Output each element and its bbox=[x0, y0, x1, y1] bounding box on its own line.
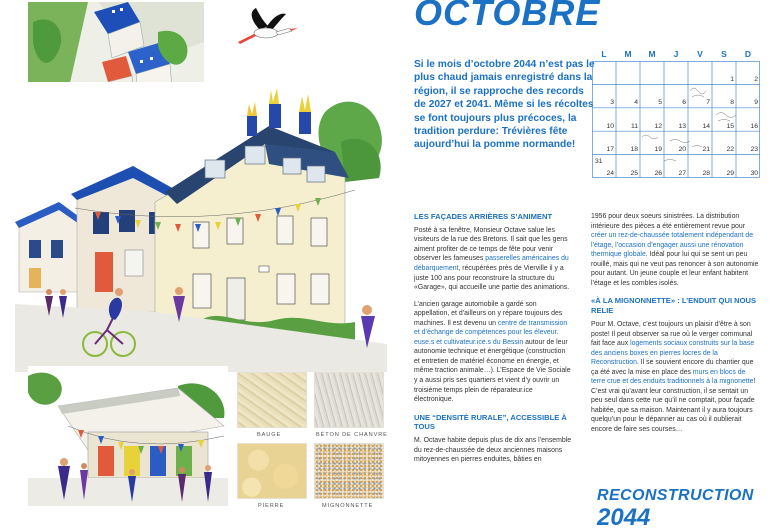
swatch-pierre bbox=[237, 443, 307, 499]
swatch-label-bauge: BAUGE bbox=[257, 432, 282, 438]
calendar-day-cell: 4 bbox=[634, 99, 638, 107]
footer-title: RECONSTRUCTION bbox=[597, 487, 754, 504]
calendar-day-cell: 30 bbox=[750, 169, 758, 177]
calendar-day-cell: 8 bbox=[730, 99, 734, 107]
calendar-day-cell: 29 bbox=[726, 169, 734, 177]
page-title: OCTOBRE bbox=[414, 0, 601, 33]
section-facades-paragraph-1: Posté à sa fenêtre, Monsieur Octave salue les visiteurs de la rue des Bretons. Il sait que les gens aiment profiter de ce temps de fête pour venir observer les fameuses passerelles américaines du débarquement, récupérées près de Vierville il y a juste 100 ans pour reconstruire la structure du «Garage», qui accueille une partie des animations. bbox=[414, 226, 570, 292]
calendar-day-cell bbox=[664, 75, 688, 77]
calendar-day-cell: 23 bbox=[750, 146, 758, 154]
calendar-day-cell bbox=[640, 75, 664, 77]
calendar-day-cell: 18 bbox=[630, 146, 638, 154]
calendar-day-cell: 11 bbox=[630, 122, 638, 130]
swatch-label-beton-chanvre: BÉTON DE CHANVRE bbox=[316, 432, 388, 438]
calendar-day-heading: V bbox=[697, 49, 703, 59]
calendar-day-heading: S bbox=[721, 49, 727, 59]
calendar-day-cell: 16 bbox=[750, 122, 758, 130]
calendar-day-cell bbox=[592, 75, 616, 77]
calendar-extra-day: 31 bbox=[595, 158, 603, 165]
stork-illustration bbox=[230, 6, 300, 50]
calendar-day-cell: 12 bbox=[654, 122, 662, 130]
calendar-day-cell: 14 bbox=[702, 122, 710, 130]
section-facades-paragraph-2: L’ancien garage automobile a gardé son appellation, et d’ailleurs on y répare toujours des machines. Il est devenu un centre de transmission et d’échange de compétences pour les éleveur. euse.s et cultivateur.ice.s du Bessin autour de leur autonomie technique et énergétique (construction et entretien de matériel économe en énergie, et même traction animale…). L’Espace de Vie Sociale y a aussi pris ses quartiers et vient d’y ouvrir un troisième temps plein de réparateur.ice électronique. bbox=[414, 300, 571, 404]
festival-scene-illustration bbox=[28, 366, 228, 506]
link-rez-de-chaussee[interactable]: créer un rez-de-chaussée totalement indépendant de l’étage, l’occasion d’engager aussi une rénovation thermique globale bbox=[591, 232, 754, 259]
section-title-mignonnette: «À LA MIGNONNETTE» : L’ENDUIT QUI NOUS RELIE bbox=[591, 296, 757, 316]
section-densite-paragraph-continued: 1956 pour deux soeurs sinistrées. La distribution intérieure des pièces a été entièrement revue pour créer un rez-de-chaussée totalement indépendant de l’étage, l’occasion d’engager aussi une rénovation thermique globale. Idéal pour lui qui se sent un peu rouillé, mais qui ne veut pas renoncer à son autonomie pour autant. Un jeune couple et leur enfant habitent l’étage et les combles isolés. bbox=[591, 213, 759, 287]
street-scene-illustration bbox=[15, 82, 387, 372]
section-mignonnette-paragraph-1: Pour M. Octave, c’est toujours un plaisir d’être à son poste! Il peut observer sa rue où le verger communal fait face aux logements sociaux construits sur la base des anciens boxes en pierres locres de la Reconstruction. Il se souvient encore du chantier que ça été avec la mise en place des murs en blocs de terre crue et des enduits traditionnels à la mignonette! C’est vrai qu’avant leur construction, il se sentait un peu seul dans cette rue qu’il ne comptait, pour façade habitée, que sa maison. Maintenant il y aura toujours quelqu’un pour le dépanner au cas où il oublierait encore de faire ses courses… bbox=[591, 320, 756, 433]
calendar-day-cell: 27 bbox=[678, 169, 686, 177]
calendar-day-cell: 28 bbox=[702, 169, 710, 177]
calendar-day-cell: 5 bbox=[658, 99, 662, 107]
link-passerelles[interactable]: passerelles américaines du débarquement bbox=[414, 255, 569, 272]
calendar-day-cell: 17 bbox=[606, 146, 614, 154]
calendar-day-cell: 25 bbox=[630, 169, 638, 177]
calendar-day-cell: 2 bbox=[754, 76, 758, 83]
calendar-day-cell: 15 bbox=[726, 122, 734, 130]
link-murs-terre-crue[interactable]: murs en blocs de terre crue et des enduits traditionnels à la mignonette bbox=[591, 368, 754, 386]
calendar-day-cell: 24 bbox=[606, 169, 614, 177]
calendar-day-heading: M bbox=[624, 49, 632, 59]
article-column-right bbox=[591, 212, 759, 442]
calendar-day-cell: 21 bbox=[702, 146, 710, 154]
swatch-label-pierre: PIERRE bbox=[258, 503, 285, 509]
intro-paragraph: Si le mois d’octobre 2044 n’est pas le plus chaud jamais enregistré dans la région, il se rapproche des records de 2027 et 2041. Même si les récoltes se font toujours plus précoces, la tradition perdure: Trévières fête aujourd’hui la pomme normande! bbox=[414, 59, 595, 151]
calendar-day-cell: 20 bbox=[678, 146, 686, 154]
calendar-day-cell: 13 bbox=[678, 122, 686, 130]
link-logements-sociaux[interactable]: logements sociaux construits sur la base des anciens boxes en pierres locres de la Reconstruction bbox=[591, 340, 755, 367]
section-densite-paragraph-1: M. Octave habite depuis plus de dix ans l’ensemble du rez-de-chaussée de deux anciennes maisons mitoyennes en pierres enduites, bâties en bbox=[414, 437, 572, 464]
calendar-day-heading: L bbox=[601, 49, 607, 59]
calendar-day-cell: 10 bbox=[606, 122, 614, 130]
calendar-day-cell: 9 bbox=[754, 99, 758, 107]
text-page bbox=[392, 0, 775, 531]
swatch-label-mignonnette: MIGNONNETTE bbox=[322, 503, 374, 509]
calendar-day-cell bbox=[616, 75, 640, 77]
section-title-facades: LES FAÇADES ARRIÈRES S’ANIMENT bbox=[414, 212, 553, 221]
calendar-day-cell: 26 bbox=[654, 169, 662, 177]
calendar-day-heading: J bbox=[673, 49, 679, 59]
illustration-page bbox=[0, 0, 392, 515]
link-centre-transmission[interactable]: centre de transmission et d’échange de compétences pour les éleveur. euse.s et cultivateur.ice.s du Bessin bbox=[414, 319, 568, 346]
article-column-left bbox=[414, 212, 572, 472]
calendar-day-cell: 6 bbox=[682, 99, 686, 107]
calendar-day-cell: 22 bbox=[726, 146, 734, 154]
calendar-day-cell bbox=[688, 75, 712, 77]
section-title-densite: UNE “DENSITÉ RURALE”, ACCESSIBLE À TOUS bbox=[414, 412, 567, 432]
calendar-day-cell: 7 bbox=[706, 99, 710, 107]
footer-year-cropped: 2044 bbox=[597, 504, 651, 531]
calendar-day-cell: 3 bbox=[610, 99, 614, 107]
swatch-beton-chanvre bbox=[314, 372, 384, 428]
calendar-day-heading: D bbox=[744, 49, 752, 59]
swatch-bauge bbox=[237, 372, 307, 428]
calendar-day-cell: 19 bbox=[654, 146, 662, 154]
october-calendar bbox=[592, 49, 760, 179]
calendar-day-heading: M bbox=[648, 49, 656, 59]
swatch-mignonnette bbox=[314, 443, 384, 499]
calendar-day-cell: 1 bbox=[730, 76, 734, 83]
